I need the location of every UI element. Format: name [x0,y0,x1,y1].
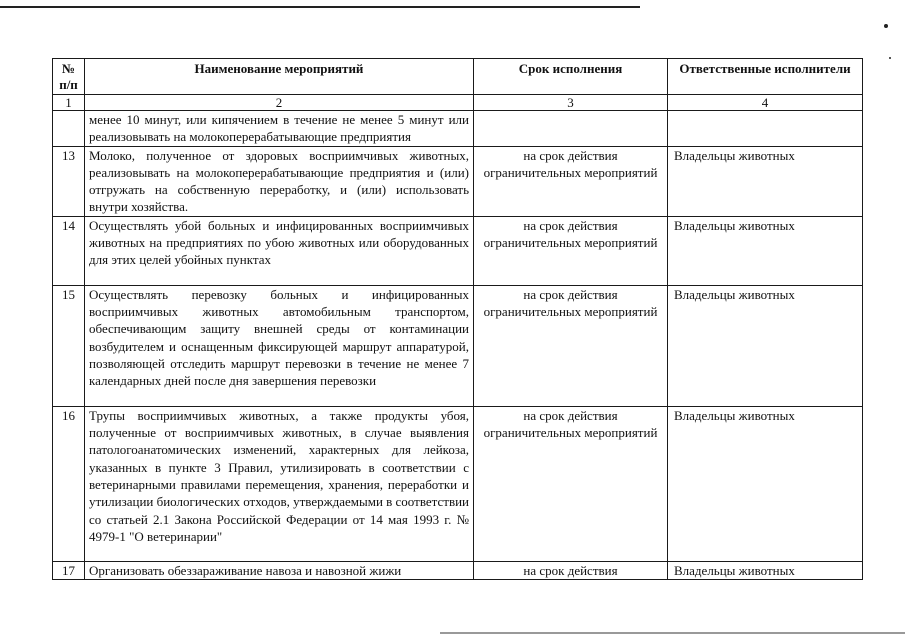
header-term: Срок исполнения [474,59,668,95]
column-number: 1 [53,95,85,111]
table-row [53,285,863,406]
row-measure: Осуществлять убой больных и инфицированных восприимчивых животных на предприятиях по убою животных или оборудованных для этих целей убойных пунктах [85,216,474,285]
row-measure: Осуществлять перевозку больных и инфицированных восприимчивых животных автомобильным транспортом, обеспечивающим защиту внешней среды от контаминации возбудителем и оснащенным фиксирующей маршрут аппаратурой, позволяющей отследить маршрут перевозки в течение не менее 7 календарных дней после дня завершения перевозки [85,285,474,406]
top-rule-line [0,6,640,8]
scan-speck [884,24,888,28]
row-measure: Молоко, полученное от здоровых восприимчивых животных, реализовывать на молокоперерабатывающие предприятия и (или) отгружать на собственную переработку, и (или) использовать внутри хозяйства. [85,146,474,216]
row-measure: Организовать обеззараживание навоза и навозной жижи [85,561,474,579]
row-measure: менее 10 минут, или кипячением в течение не менее 5 минут или реализовывать на молокоперерабатывающие предприятия [85,111,474,147]
row-num: 16 [53,406,85,561]
column-number-row [53,95,863,111]
row-num: 15 [53,285,85,406]
table-row [53,146,863,216]
scan-speck [889,57,891,59]
column-number: 3 [474,95,668,111]
row-term: на срок действия ограничительных мероприятий [474,146,668,216]
header-row [53,59,863,95]
table-row [53,406,863,561]
table-row [53,561,863,579]
row-num [53,111,85,147]
row-responsible: Владельцы животных [668,216,863,285]
header-name: Наименование мероприятий [85,59,474,95]
row-term: на срок действия ограничительных мероприятий [474,406,668,561]
row-responsible: Владельцы животных [668,561,863,579]
column-number: 2 [85,95,474,111]
row-num: 14 [53,216,85,285]
bottom-rule-line [440,632,905,634]
header-responsible: Ответственные исполнители [668,59,863,95]
measures-table [52,58,863,580]
row-term [474,111,668,147]
table-row [53,216,863,285]
column-number: 4 [668,95,863,111]
row-responsible: Владельцы животных [668,406,863,561]
row-term: на срок действия ограничительных мероприятий [474,216,668,285]
table-row [53,111,863,147]
row-term: на срок действия [474,561,668,579]
row-responsible [668,111,863,147]
row-responsible: Владельцы животных [668,146,863,216]
row-num: 17 [53,561,85,579]
row-term: на срок действия ограничительных мероприятий [474,285,668,406]
row-num: 13 [53,146,85,216]
header-num: № п/п [53,59,85,95]
row-measure: Трупы восприимчивых животных, а также продукты убоя, полученные от восприимчивых животных, в случае выявления патологоанатомических изменений, характерных для лейкоза, указанных в пункте 3 Правил, утилизировать в соответствии с ветеринарными правилами перемещения, хранения, переработки и утилизации биологических отходов, утверждаемыми в соответствии со статьей 2.1 Закона Российской Федерации от 14 мая 1993 г. № 4979-1 "О ветеринарии" [85,406,474,561]
row-responsible: Владельцы животных [668,285,863,406]
